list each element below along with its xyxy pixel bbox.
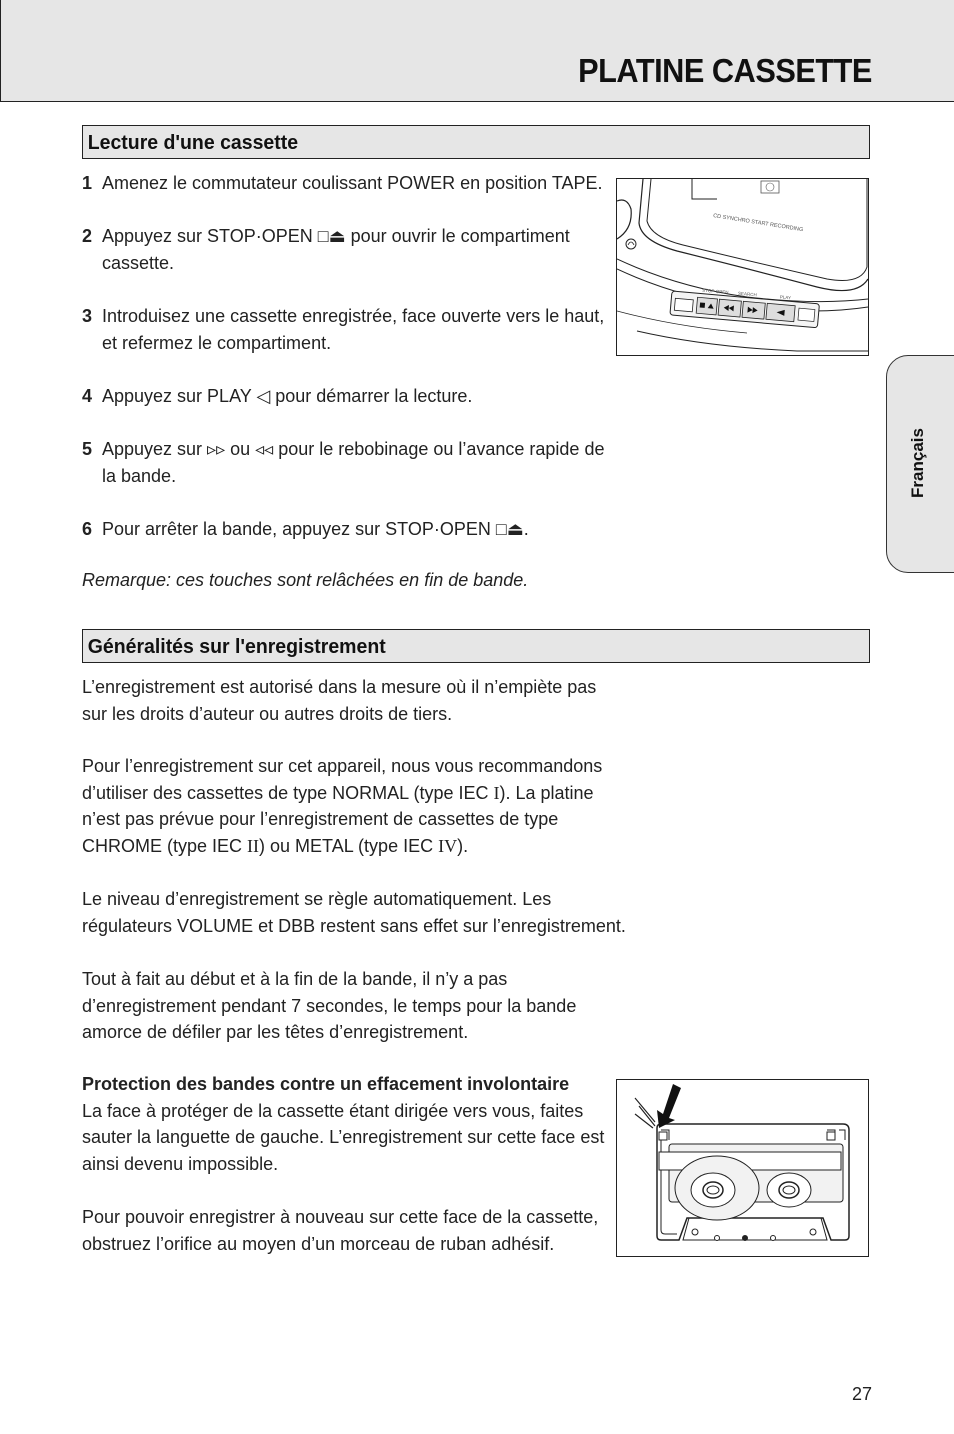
text-fragment: II: [247, 835, 260, 856]
step-text: Pour arrêter la bande, appuyez sur STOP·OPEN □⏏.: [102, 519, 529, 539]
step-text: Appuyez sur ▹▹ ou ◃◃ pour le rebobinage ou l’avance rapide de la bande.: [102, 439, 605, 486]
paragraph-level: Le niveau d’enregistrement se règle automatiquement. Les régulateurs VOLUME et DBB restent sans effet sur l’enregistrement.: [82, 889, 626, 936]
step-number: 5: [82, 439, 93, 459]
step-item: [82, 223, 612, 277]
play-icon: [766, 303, 795, 321]
section-heading-text: Lecture d'une cassette: [87, 131, 299, 154]
cassette-illustration: [616, 1079, 869, 1257]
step-number: 2: [82, 226, 93, 246]
step-number: 3: [82, 306, 93, 326]
text-fragment: I: [493, 782, 500, 803]
stop-open-icon: [696, 297, 717, 315]
step-number: 1: [82, 173, 93, 193]
paragraph-copyright: L’enregistrement est autorisé dans la mesure où il n’empiète pas sur les droits d’auteur ou autres droits de tiers.: [82, 677, 597, 724]
text-fragment: ) ou METAL (type IEC: [259, 835, 439, 856]
section-heading-playback: [82, 125, 870, 159]
device-illustration: [616, 178, 869, 356]
text-fragment: ).: [457, 835, 469, 856]
step-item: [82, 436, 612, 490]
lid-text: CD SYNCHRO START RECORDING: [712, 213, 804, 234]
page-title: PLATINE CASSETTE: [578, 52, 872, 89]
page-number: 27: [851, 1384, 872, 1404]
paragraph-tape-type: [82, 753, 622, 859]
headphone-icon: [626, 239, 636, 249]
step-text: Appuyez sur STOP·OPEN □⏏ pour ouvrir le compartiment cassette.: [102, 226, 570, 273]
step-text: Appuyez sur PLAY ◁ pour démarrer la lecture.: [102, 386, 473, 406]
text-fragment: IV: [438, 835, 458, 856]
rewind-icon: [718, 299, 741, 317]
paragraph-leader: Tout à fait au début et à la fin de la bande, il n’y a pas d’enregistrement pendant 7 secondes, le temps pour la bande amorce de défiler par les têtes d’enregistrement.: [82, 969, 577, 1042]
protection-text: La face à protéger de la cassette étant dirigée vers vous, faites sauter la languette de gauche. L’enregistrement sur cette face est ainsi devenu impossible.: [82, 1100, 605, 1174]
step-text: Amenez le commutateur coulissant POWER en position TAPE.: [102, 173, 603, 193]
stop-open-label: STOP·OPEN: [701, 287, 729, 295]
arrow-down-icon: [657, 1084, 681, 1128]
cassette-drawing: [617, 1080, 868, 1256]
play-label: PLAY: [779, 294, 792, 301]
playback-steps: [82, 170, 612, 569]
text-fragment: Pour l’enregistrement sur cet appareil, nous vous recommandons d’utiliser des cassettes de type NORMAL (type IEC: [82, 756, 603, 803]
step-number: 4: [82, 386, 93, 406]
step-item: [82, 170, 612, 197]
cassette-deck-drawing: [617, 179, 868, 355]
paragraph-reenable: Pour pouvoir enregistrer à nouveau sur cette face de la cassette, obstruez l’orifice au moyen d’un morceau de ruban adhésif.: [82, 1207, 599, 1254]
text-fragment: ). La platine n’est pas prévue pour l’enregistrement de cassettes de type CHROME (type IEC: [82, 782, 594, 856]
search-label: SEARCH: [737, 290, 757, 298]
step-text: Introduisez une cassette enregistrée, face ouverte vers le haut, et refermez le compartiment.: [102, 306, 605, 353]
step-item: [82, 303, 612, 357]
protection-heading: Protection des bandes contre un effacement involontaire: [82, 1074, 570, 1094]
fast-forward-icon: [742, 301, 765, 319]
cd-logo-icon: [761, 181, 779, 193]
remark-note: Remarque: ces touches sont relâchées en fin de bande.: [82, 570, 529, 590]
step-item: [82, 516, 612, 543]
language-label: Français: [908, 428, 927, 498]
break-tab-icon: [635, 1098, 655, 1128]
section-heading-recording: [82, 629, 870, 663]
step-item: [82, 383, 612, 410]
paragraph-protection: [82, 1071, 612, 1177]
step-number: 6: [82, 519, 93, 539]
section-heading-text: Généralités sur l'enregistrement: [87, 635, 386, 658]
